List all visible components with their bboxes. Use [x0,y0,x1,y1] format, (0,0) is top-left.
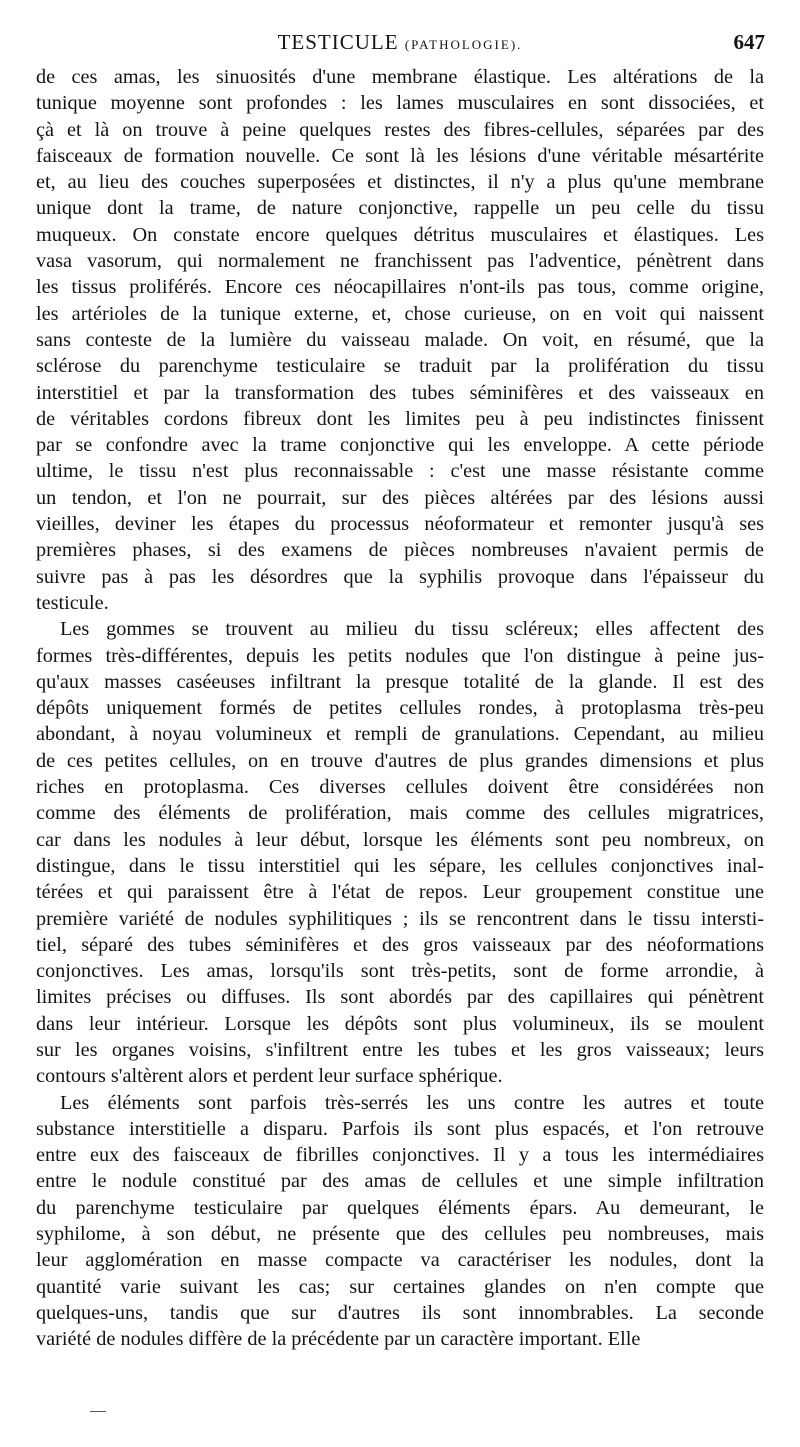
text-line: muqueux. On constate encore quelques détritus musculaires et élastiques. Les [36,223,764,246]
text-line: syphilome, à son début, ne présente que des cellules peu nombreuses, mais [36,1223,764,1246]
text-line: limites précises ou diffuses. Ils sont abordés par des capillaires qui pénètrent [36,986,764,1009]
text-line: les tissus proliférés. Encore ces néocapillaires n'ont-ils pas tous, comme origine, [36,276,764,299]
header-title [35,30,765,55]
text-line: dépôts uniquement formés de petites cellules rondes, à protoplasma très-peu [36,697,764,720]
text-line: substance interstitielle a disparu. Parfois ils sont plus espacés, et l'on retrouve [36,1117,764,1140]
header-title-sub: (PATHOLOGIE). [404,37,523,52]
text-line: conjonctives. Les amas, lorsqu'ils sont très-petits, sont de forme arrondie, à [36,960,764,983]
text-line: unique dont la trame, de nature conjonctive, rappelle un peu celle du tissu [36,197,764,220]
text-line: un tendon, et l'on ne pourrait, sur des pièces altérées par des lésions aussi [36,486,764,509]
text-line: Les éléments sont parfois très-serrés les uns contre les autres et toute [60,1091,764,1114]
text-line: tiel, séparé des tubes séminifères et des gros vaisseaux par des néoformations [36,933,764,956]
text-line: quelques-uns, tandis que sur d'autres ils sont innombrables. La seconde [36,1301,764,1324]
text-line: comme des éléments de prolifération, mais comme des cellules migratrices, [36,802,764,825]
text-line: du parenchyme testiculaire par quelques éléments épars. Au demeurant, le [36,1196,764,1219]
text-line: Les gommes se trouvent au milieu du tissu scléreux; elles affectent des [60,618,764,641]
text-line: distingue, dans le tissu interstitiel qui les sépare, les cellules conjonctives inal- [36,854,764,877]
text-line: entre le nodule constitué par des amas de cellules et une simple infiltration [36,1170,764,1193]
text-line: sans conteste de la lumière du vaisseau malade. On voit, en résumé, que la [36,328,764,351]
text-line: térées et qui paraissent être à l'état de repos. Leur groupement constitue une [36,881,764,904]
paragraph [36,616,764,1089]
text-line: car dans les nodules à leur début, lorsque les éléments sont peu nombreux, on [36,828,764,851]
text-line: interstitiel et par la transformation des tubes séminifères et des vaisseaux en [36,381,764,404]
body-text [36,64,764,1353]
text-line: entre eux des faisceaux de fibrilles conjonctives. Il y a tous les intermédiaires [36,1144,764,1167]
text-line: faisceaux de formation nouvelle. Ce sont là les lésions d'une véritable mésartérite [36,144,764,167]
running-header [35,30,765,58]
paragraph [36,1090,764,1353]
text-line: qu'aux masses caséeuses infiltrant la presque totalité de la glande. Il est des [36,670,764,693]
text-line: çà et là on trouve à peine quelques restes des fibres-cellules, séparées par des [36,118,764,141]
header-title-main: TESTICULE [277,30,399,54]
text-line: vasa vasorum, qui normalement ne franchissent pas l'adventice, pénètrent dans [36,250,764,273]
text-line: formes très-différentes, depuis les petits nodules que l'on distingue à peine jus- [36,644,764,667]
text-line: premières phases, si des examens de pièces nombreuses n'avaient permis de [36,539,764,562]
text-line: de véritables cordons fibreux dont les limites peu à peu indistinctes finissent [36,407,764,430]
text-line: ultime, le tissu n'est plus reconnaissable : c'est une masse résistante comme [36,460,764,483]
text-line: de ces amas, les sinuosités d'une membrane élastique. Les altérations de la [36,66,764,88]
text-line: de ces petites cellules, on en trouve d'autres de plus grandes dimensions et plus [36,749,764,772]
text-line: suivre pas à pas les désordres que la syphilis provoque dans l'épaisseur du [36,565,764,588]
paragraph [36,64,764,616]
footer-mark [90,1411,106,1412]
text-line: les artérioles de la tunique externe, et, chose curieuse, on en voit qui naissent [36,302,764,325]
text-line: vieilles, deviner les étapes du processus néoformateur et remonter jusqu'à ses [36,513,764,536]
text-line: contours s'altèrent alors et perdent leur surface sphérique. [36,1065,503,1088]
text-line: par se confondre avec la trame conjonctive qui les enveloppe. A cette période [36,434,764,457]
page-number: 647 [733,30,765,54]
text-line: sur les organes voisins, s'infiltrent entre les tubes et les gros vaisseaux; leurs [36,1038,764,1061]
text-line: quantité varie suivant les cas; sur certaines glandes on n'en compte que [36,1275,764,1298]
text-line: tunique moyenne sont profondes : les lames musculaires en sont dissociées, et [36,92,764,115]
text-line: abondant, à noyau volumineux et rempli de granulations. Cependant, au milieu [36,723,764,746]
text-line: riches en protoplasma. Ces diverses cellules doivent être considérées non [36,776,764,799]
text-line: sclérose du parenchyme testiculaire se traduit par la prolifération du tissu [36,355,764,378]
text-line: variété de nodules diffère de la précédente par un caractère important. Elle [36,1328,641,1351]
text-line: testicule. [36,591,109,614]
text-line: première variété de nodules syphilitiques ; ils se rencontrent dans le tissu intersti- [36,907,764,930]
text-line: leur agglomération en masse compacte va caractériser les nodules, dont la [36,1249,764,1272]
text-line: et, au lieu des couches superposées et distinctes, il n'y a plus qu'une membrane [36,171,764,194]
text-line: dans leur intérieur. Lorsque les dépôts sont plus volumineux, ils se moulent [36,1012,764,1035]
